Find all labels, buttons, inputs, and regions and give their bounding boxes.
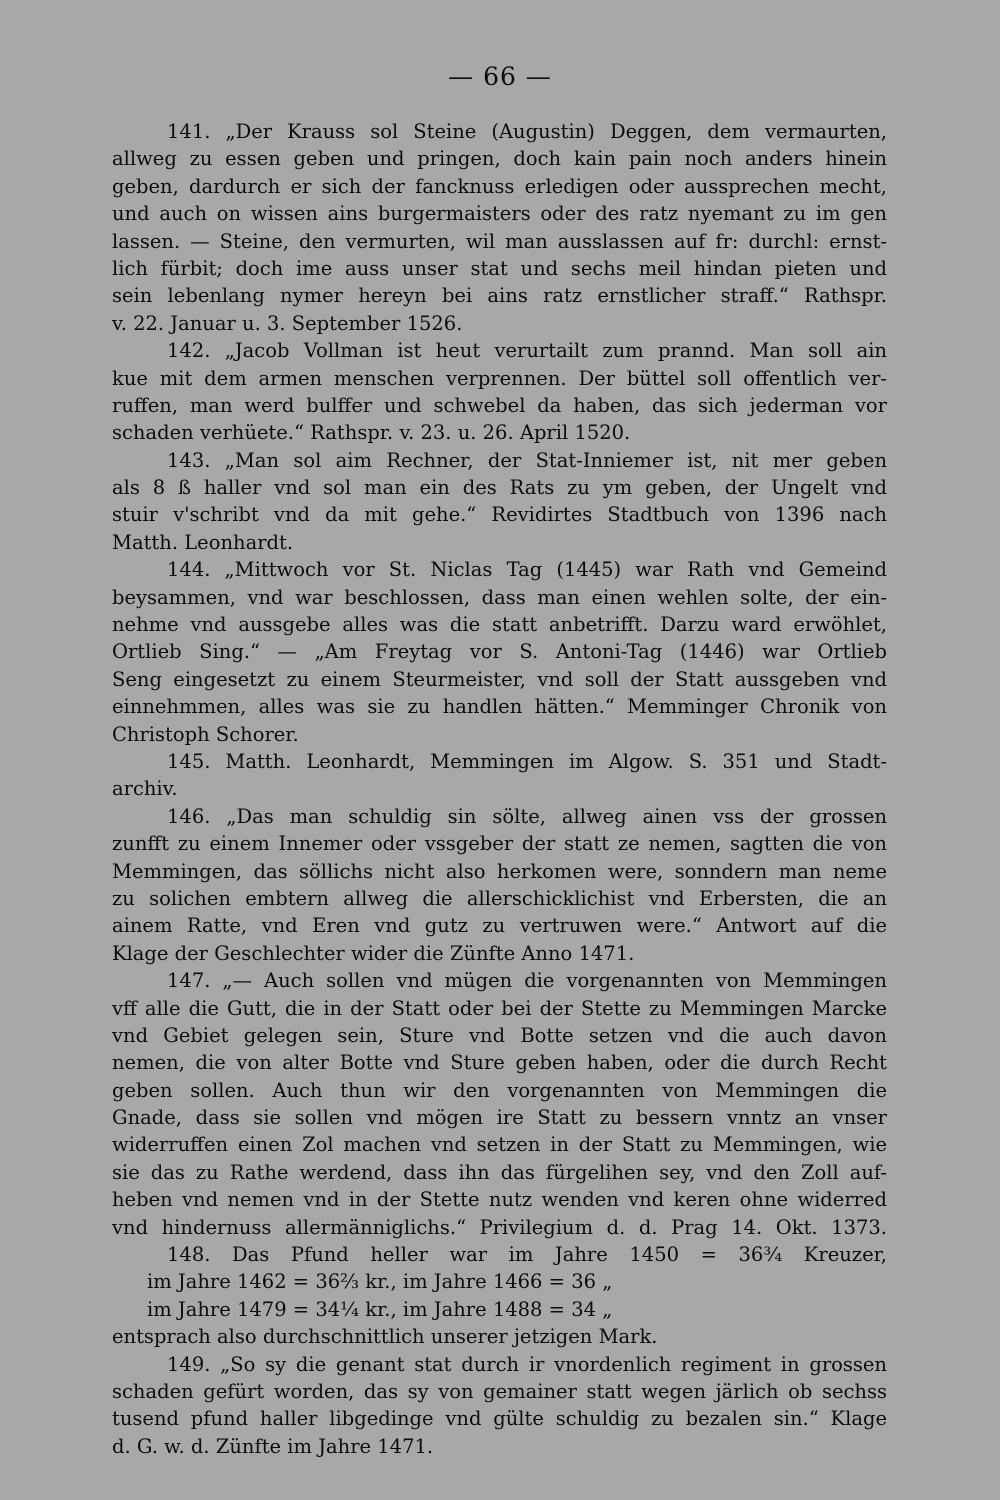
text-line: ainem Ratte, vnd Eren vnd gutz zu vertruwen were.“ Antwort auf die (112, 914, 887, 938)
text-line: schaden verhüete.“ Rathspr. v. 23. u. 26. April 1520. (112, 421, 631, 445)
text-line: 146. „Das man schuldig sin sölte, allweg ainen vss der grossen (167, 804, 887, 828)
text-line: sein lebenlang nymer hereyn bei ains ratz ernstlicher straff.“ Rathspr. (112, 284, 887, 308)
text-line: zunfft zu einem Innemer oder vssgeber der statt ze nemen, sagtten die von (112, 832, 887, 856)
text-line: vnd hindernuss allermänniglichs.“ Privilegium d. d. Prag 14. Okt. 1373. (112, 1215, 887, 1239)
text-line: 149. „So sy die genant stat durch ir vnordenlich regiment in grossen (167, 1352, 887, 1376)
page-number: — 66 — (448, 62, 552, 91)
text-line: ruffen, man werd bulffer und schwebel da haben, das sich jederman vor (112, 393, 887, 417)
text-line: geben sollen. Auch thun wir den vorgenannten von Memmingen die (112, 1078, 887, 1102)
text-line: nemen, die von alter Botte vnd Sture geben haben, oder die durch Recht (112, 1051, 887, 1075)
text-line: v. 22. Januar u. 3. September 1526. (112, 311, 463, 335)
text-line: beysammen, vnd war beschlossen, dass man einen wehlen solte, der ein- (112, 585, 887, 609)
text-line: 144. „Mittwoch vor St. Niclas Tag (1445) war Rath vnd Gemeind (167, 558, 887, 582)
text-line: 145. Matth. Leonhardt, Memmingen im Algow. S. 351 und Stadt- (167, 749, 887, 773)
text-line: lich fürbit; doch ime auss unser stat und sechs meil hindan pieten und (112, 256, 887, 280)
text-line: widerruffen einen Zol machen vnd setzen in der Statt zu Memmingen, wie (112, 1133, 887, 1157)
text-line: und auch on wissen ains burgermaisters oder des ratz nyemant zu im gen (112, 202, 887, 226)
text-line: schaden gefürt worden, das sy von gemainer statt wegen järlich ob sechss (112, 1379, 887, 1403)
text-line: sie das zu Rathe werdend, dass ihn das fürgelihen sey, vnd den Zoll auf- (112, 1160, 887, 1184)
text-line: Christoph Schorer. (112, 722, 299, 746)
text-line: als 8 ß haller vnd sol man ein des Rats zu ym geben, der Ungelt vnd (112, 476, 887, 500)
text-line: im Jahre 1479 = 34¼ kr., im Jahre 1488 = 34 „ (147, 1297, 613, 1321)
text-line: Memmingen, das söllichs nicht also herkomen were, sonndern man neme (112, 859, 887, 883)
text-line: Klage der Geschlechter wider die Zünfte Anno 1471. (112, 941, 635, 965)
text-line: archiv. (112, 777, 178, 801)
text-line: Gnade, dass sie sollen vnd mögen ire Statt zu bessern vnntz an vnser (112, 1106, 887, 1130)
text-line: vnd Gebiet gelegen sein, Sture vnd Botte setzen vnd die auch davon (112, 1023, 887, 1047)
text-line: einnehmmen, alles was sie zu handlen hätten.“ Memminger Chronik von (112, 695, 887, 719)
text-line: 148. Das Pfund heller war im Jahre 1450 = 36¾ Kreuzer, (167, 1243, 887, 1267)
text-line: 141. „Der Krauss sol Steine (Augustin) Deggen, dem vermaurten, (167, 120, 887, 143)
text-line: 142. „Jacob Vollman ist heut verurtailt zum prannd. Man soll ain (167, 339, 887, 363)
text-line: tusend pfund haller libgedinge vnd gülte schuldig zu bezalen sin.“ Klage (112, 1407, 887, 1431)
text-line: Seng eingesetzt zu einem Steurmeister, vnd soll der Statt aussgeben vnd (112, 667, 887, 691)
text-line: Ortlieb Sing.“ — „Am Freytag vor S. Antoni-Tag (1446) war Ortlieb (112, 640, 887, 664)
text-line: vff alle die Gutt, die in der Statt oder bei der Stette zu Memmingen Marcke (112, 996, 887, 1020)
text-line: heben vnd nemen vnd in der Stette nutz wenden vnd keren ohne widerred (112, 1188, 887, 1212)
text-line: stuir v'schribt vnd da mit gehe.“ Revidirtes Stadtbuch von 1396 nach (112, 503, 887, 527)
page-body-text (112, 118, 887, 1460)
text-line: geben, dardurch er sich der fancknuss erledigen oder aussprechen mecht, (112, 174, 887, 198)
text-line: entsprach also durchschnittlich unserer jetzigen Mark. (112, 1325, 658, 1349)
text-line: 143. „Man sol aim Rechner, der Stat-Inniemer ist, nit mer geben (167, 448, 887, 472)
text-line: allweg zu essen geben und pringen, doch kain pain noch anders hinein (112, 147, 887, 171)
text-line: 147. „— Auch sollen vnd mügen die vorgenannten von Memmingen (167, 969, 887, 993)
text-line: zu solichen embtern allweg die allerschicklichist vnd Erbersten, die an (112, 886, 887, 910)
text-line: lassen. — Steine, den vermurten, wil man ausslassen auf fr: durchl: ernst- (112, 229, 887, 253)
text-line: nehme vnd aussgebe alles was die statt anbetrifft. Darzu ward erwöhlet, (112, 613, 887, 637)
text-line: kue mit dem armen menschen verprennen. Der büttel soll offentlich ver- (112, 366, 887, 390)
text-line: im Jahre 1462 = 36⅔ kr., im Jahre 1466 = 36 „ (147, 1270, 613, 1294)
text-line: d. G. w. d. Zünfte im Jahre 1471. (112, 1434, 434, 1458)
text-line: Matth. Leonhardt. (112, 530, 294, 554)
